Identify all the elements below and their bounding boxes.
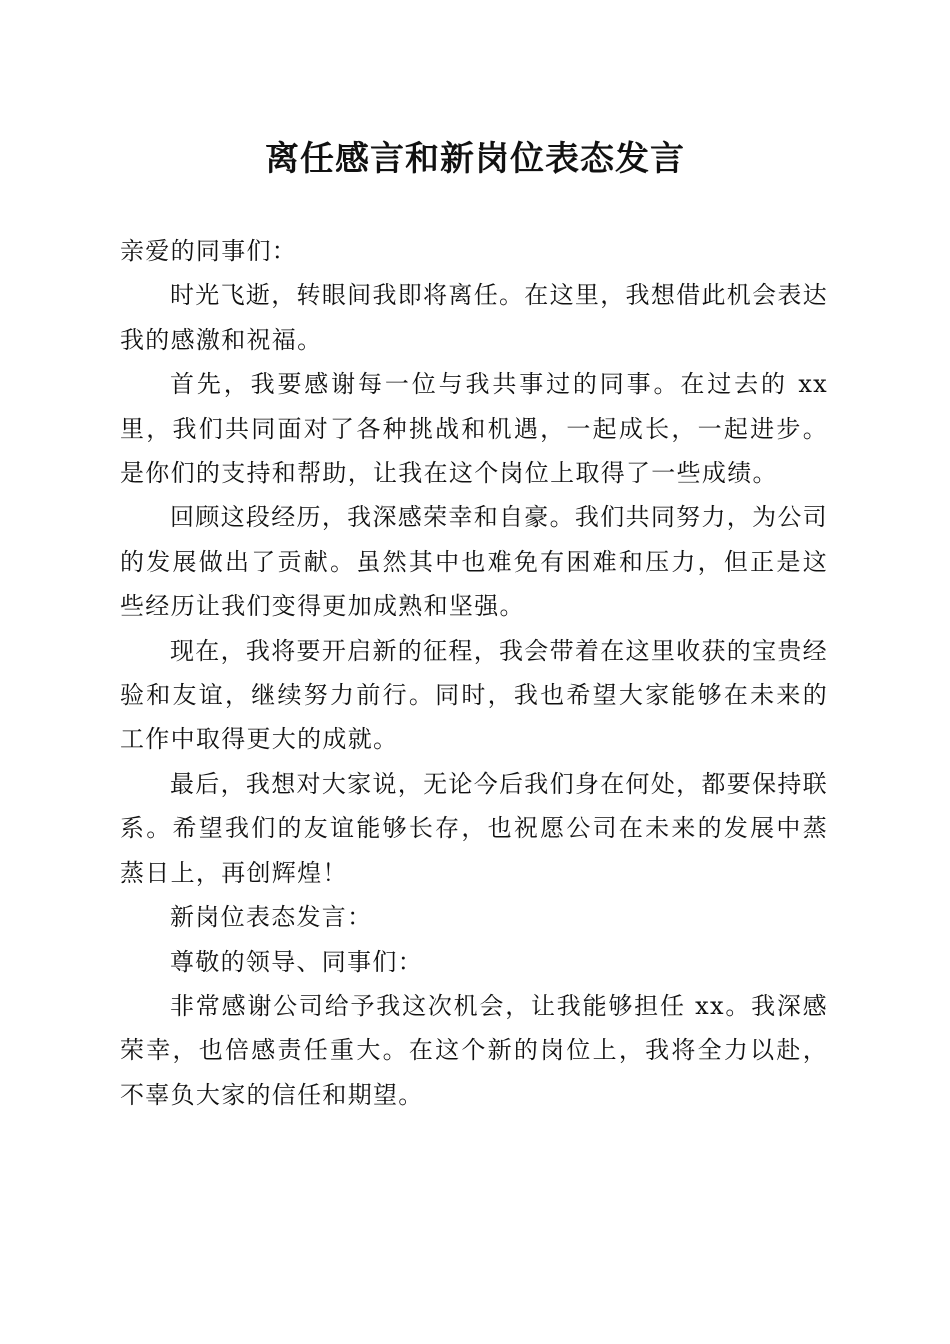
paragraph: 时光飞逝，转眼间我即将离任。在这里，我想借此机会表达我的感激和祝福。 [120,281,828,354]
salutation: 亲爱的同事们： [120,237,298,265]
section-heading: 新岗位表态发言： [170,903,373,932]
document-title: 离任感言和新岗位表态发言 [265,139,685,179]
paragraph: 非常感谢公司给予我这次机会，让我能够担任 xx。我深感荣幸，也倍感责任重大。在这个新的岗位上，我将全力以赴，不辜负大家的信任和期望。 [120,991,828,1109]
paragraph: 首先，我要感谢每一位与我共事过的同事。在过去的 xx 里，我们共同面对了各种挑战和机遇，一起成长，一起进步。是你们的支持和帮助，让我在这个岗位上取得了一些成绩。 [120,370,828,488]
salutation: 尊敬的领导、同事们： [170,947,423,976]
paragraph: 回顾这段经历，我深感荣幸和自豪。我们共同努力，为公司的发展做出了贡献。虽然其中也难免有困难和压力，但正是这些经历让我们变得更加成熟和坚强。 [120,503,828,621]
paragraph: 现在，我将要开启新的征程，我会带着在这里收获的宝贵经验和友谊，继续努力前行。同时，我也希望大家能够在未来的工作中取得更大的成就。 [120,636,828,754]
paragraph: 最后，我想对大家说，无论今后我们身在何处，都要保持联系。希望我们的友谊能够长存，也祝愿公司在未来的发展中蒸蒸日上，再创辉煌！ [120,769,828,887]
document-body [120,229,828,1117]
